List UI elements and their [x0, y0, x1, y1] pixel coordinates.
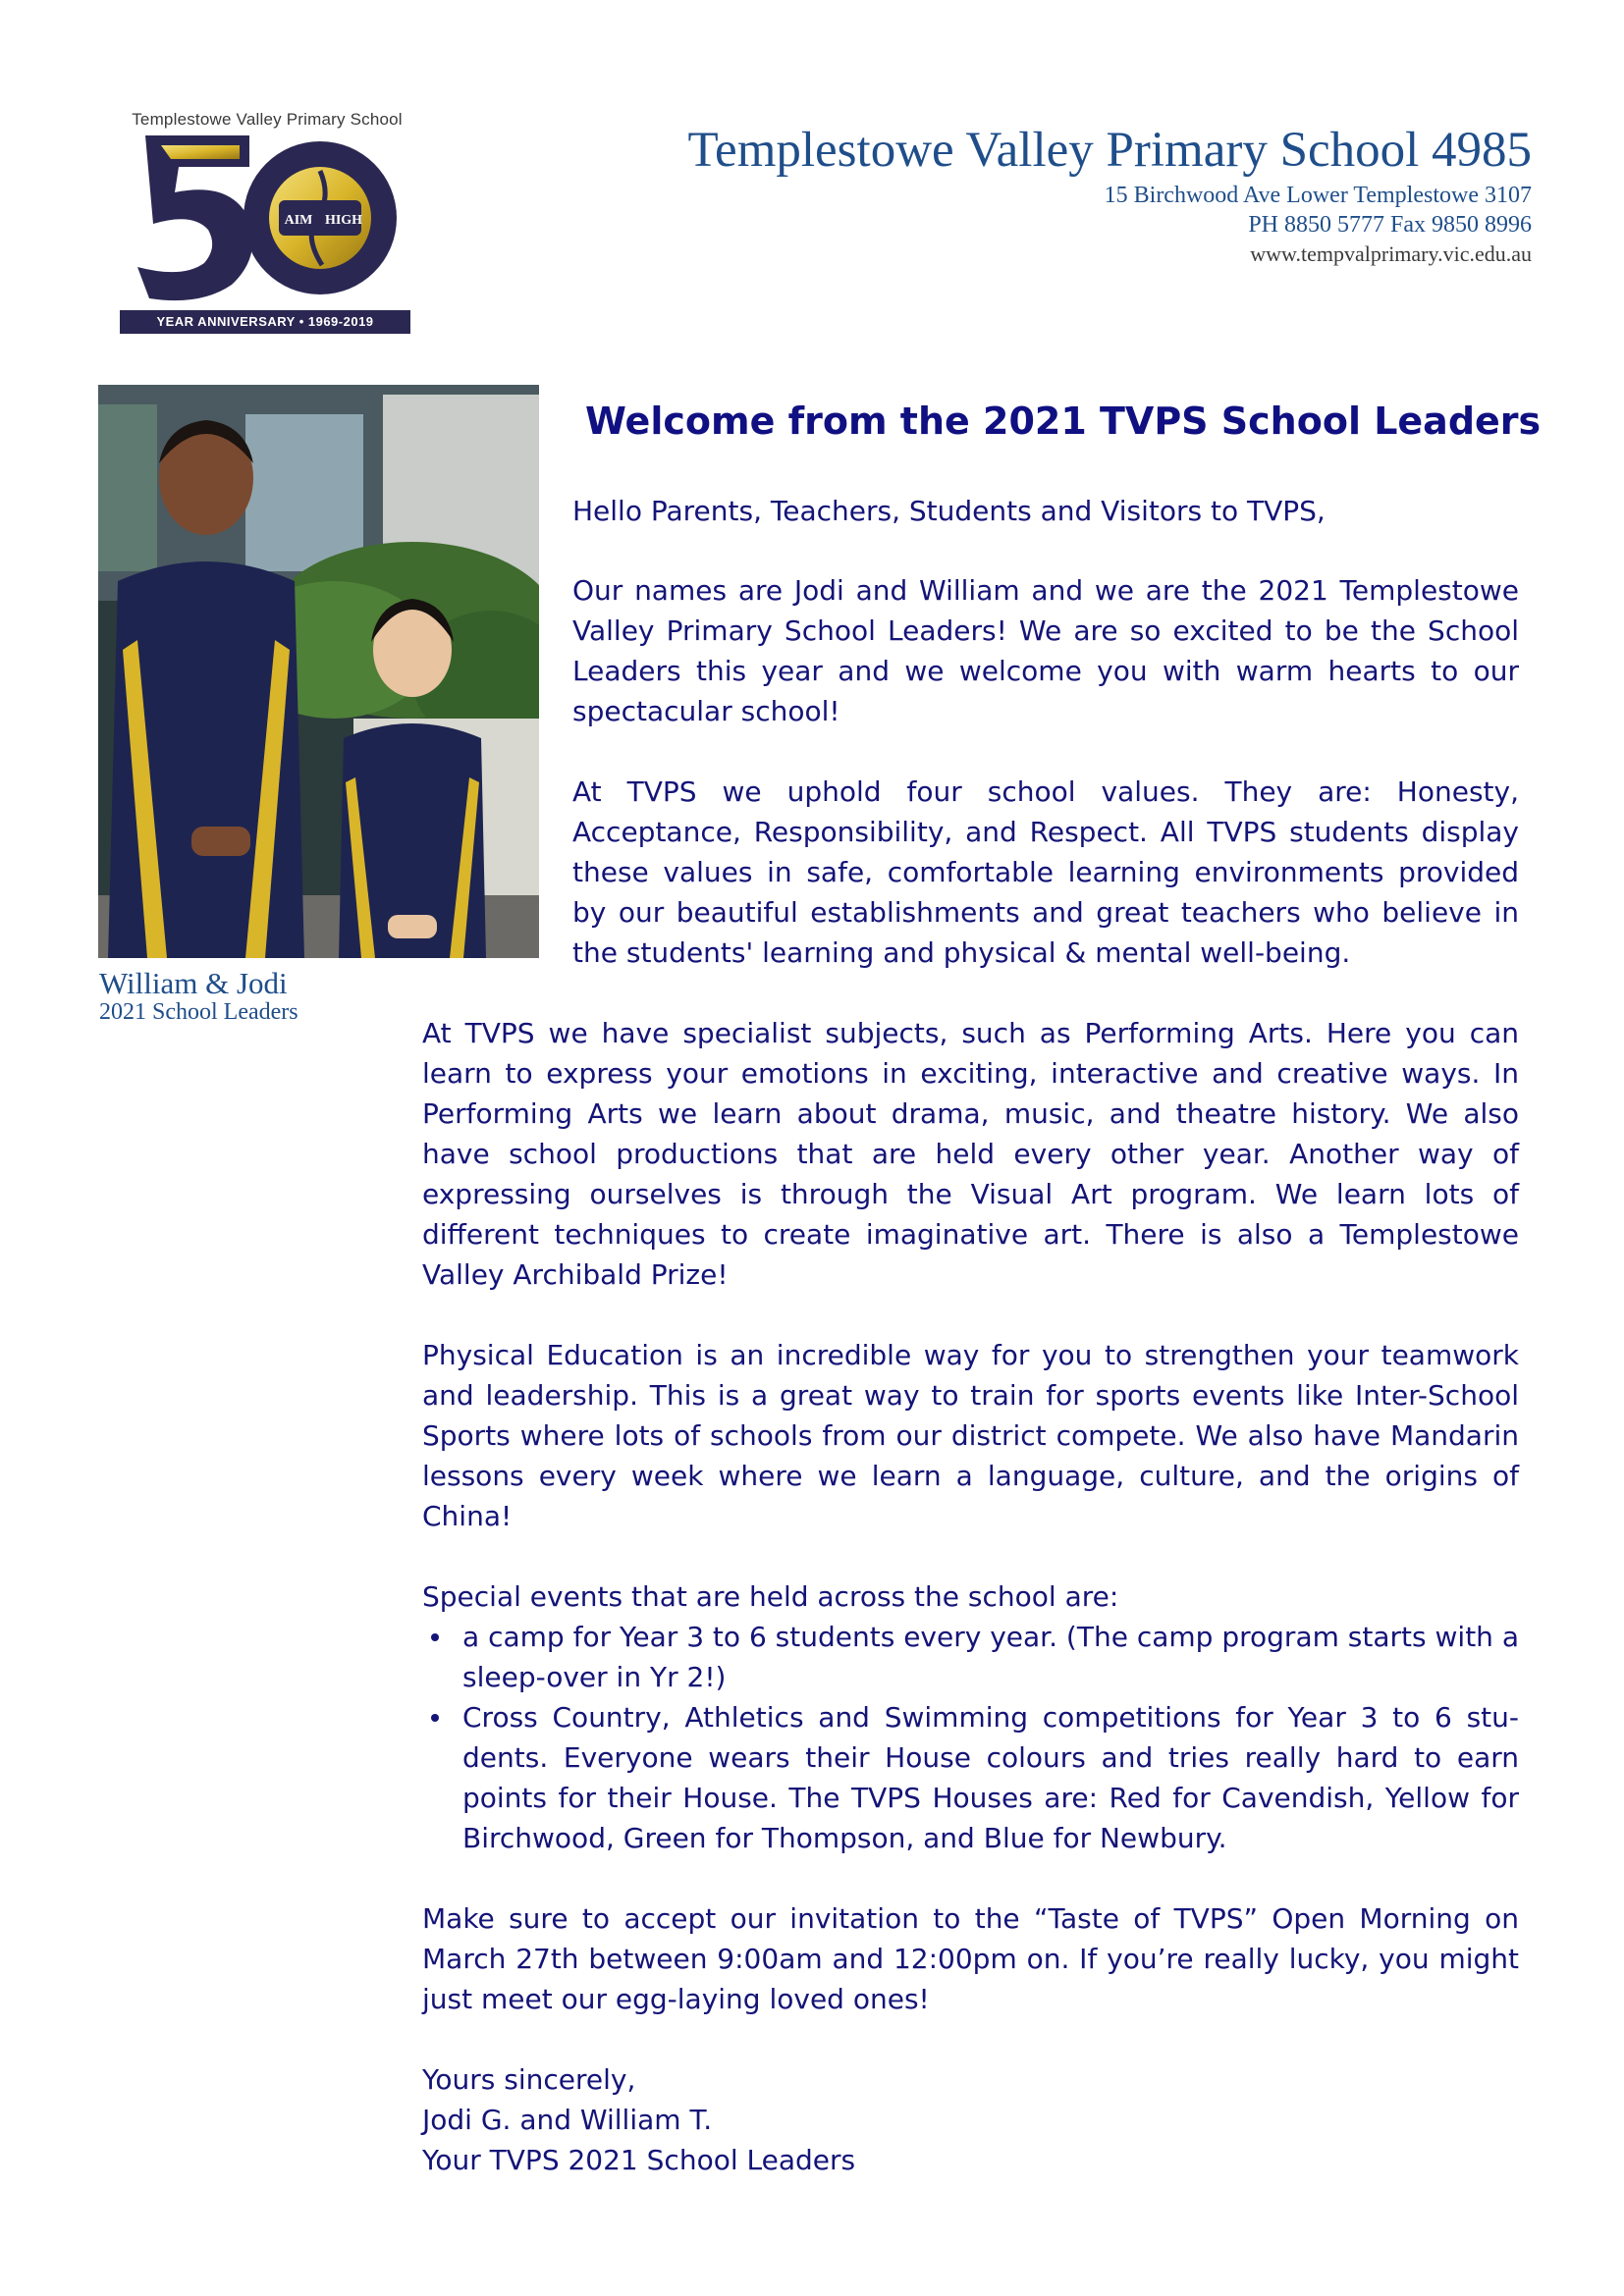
- school-name: Templestowe Valley Primary School 4985: [687, 123, 1532, 178]
- sign-role: Your TVPS 2021 School Leaders: [422, 2144, 856, 2176]
- sign-off: Yours sincerely,: [422, 2063, 636, 2096]
- greeting: Hello Parents, Teachers, Students and Visitors to TVPS,: [572, 495, 1326, 527]
- sign-names: Jodi G. and William T.: [422, 2104, 713, 2136]
- paragraph-special-events-intro: Special events that are held across the school are:: [422, 1580, 1119, 1613]
- school-anniversary-logo: [114, 110, 413, 338]
- paragraph-physical-education: Physical Education is an incredible way for you to strengthen your teamwork and leadership. This is a great way to train for sports events like Inter-School Sports where lots of schools from our district compete. We also have Mandarin lessons every week where we learn a language, culture, and the origins of China!: [422, 1339, 1519, 1532]
- special-events-list: [422, 1617, 1519, 1858]
- logo-motto-right: HIGH: [324, 213, 363, 228]
- logo-caption: Templestowe Valley Primary School: [132, 110, 403, 129]
- list-item: [422, 1697, 1519, 1858]
- paragraph-introduction: Our names are Jodi and William and we are the 2021 Templestowe Valley Primary School Leaders! We are so excited to be the School Leaders this year and we welcome you with warm hearts to our spectacular school!: [572, 574, 1519, 727]
- photo-caption-names: William & Jodi: [99, 966, 288, 1000]
- photo-caption-role: 2021 School Leaders: [99, 999, 298, 1025]
- bullet-icon: [431, 1714, 439, 1722]
- logo-anniversary-band: YEAR ANNIVERSARY • 1969-2019: [120, 310, 410, 334]
- bullet-icon: [431, 1633, 439, 1641]
- sign-off-block: [422, 2059, 1519, 2180]
- page-title: Welcome from the 2021 TVPS School Leaders: [585, 400, 1542, 443]
- school-address: 15 Birchwood Ave Lower Templestowe 3107: [1104, 183, 1532, 208]
- list-item-text: Cross Country, Athletics and Swimming competitions for Year 3 to 6 stu-dents. Everyone wears their House colours and tries really hard to earn points for their House. The TVPS Houses are: Red for Cavendish, Yellow for Birchwood, Green for Thompson, and Blue for Newbury.: [462, 1701, 1519, 1854]
- list-item-text: a camp for Year 3 to 6 students every year. (The camp program starts with a sleep-over in Yr 2!): [462, 1621, 1519, 1693]
- school-phone-fax: PH 8850 5777 Fax 9850 8996: [1248, 212, 1532, 238]
- school-website: www.tempvalprimary.vic.edu.au: [1250, 241, 1532, 266]
- logo-motto-left: AIM: [284, 213, 313, 228]
- paragraph-open-morning-invitation: Make sure to accept our invitation to the “Taste of TVPS” Open Morning on March 27th between 9:00am and 12:00pm on. If you’re really lucky, you might just meet our egg-laying loved ones!: [422, 1902, 1519, 2015]
- school-leaders-photo-illustration: [98, 385, 539, 958]
- paragraph-specialist-subjects: At TVPS we have specialist subjects, such as Performing Arts. Here you can learn to express your emotions in exciting, interactive and creative ways. In Performing Arts we learn about drama, music, and theatre history. We also have school productions that are held every other year. Another way of expressing ourselves is through the Visual Art program. We learn lots of different techniques to create imaginative art. There is also a Templestowe Valley Archibald Prize!: [422, 1017, 1519, 1291]
- list-item: [422, 1617, 1519, 1697]
- paragraph-school-values: At TVPS we uphold four school values. They are: Honesty, Acceptance, Responsibility, and Respect. All TVPS students display these values in safe, comfortable learning environments provided by our beautiful establishments and great teachers who believe in the students' learning and physical & mental well-being.: [572, 775, 1519, 969]
- school-leaders-photo: [98, 385, 539, 958]
